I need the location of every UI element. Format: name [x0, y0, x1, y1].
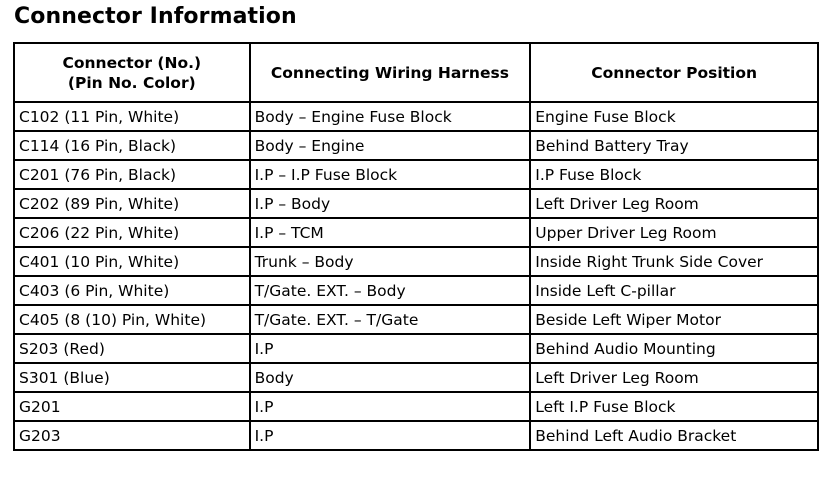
cell-harness: T/Gate. EXT. – Body — [250, 276, 531, 305]
cell-harness: I.P — [250, 421, 531, 450]
cell-connector: S203 (Red) — [14, 334, 250, 363]
cell-connector: C405 (8 (10) Pin, White) — [14, 305, 250, 334]
cell-position: Left I.P Fuse Block — [530, 392, 818, 421]
cell-connector: C201 (76 Pin, Black) — [14, 160, 250, 189]
cell-connector: C102 (11 Pin, White) — [14, 102, 250, 131]
cell-position: Inside Right Trunk Side Cover — [530, 247, 818, 276]
cell-connector: G201 — [14, 392, 250, 421]
table-row — [14, 218, 818, 247]
cell-harness: Body – Engine — [250, 131, 531, 160]
cell-position: Left Driver Leg Room — [530, 189, 818, 218]
cell-connector: S301 (Blue) — [14, 363, 250, 392]
cell-position: Behind Audio Mounting — [530, 334, 818, 363]
cell-position: Behind Left Audio Bracket — [530, 421, 818, 450]
table-row — [14, 131, 818, 160]
cell-harness: I.P – TCM — [250, 218, 531, 247]
cell-harness: I.P – Body — [250, 189, 531, 218]
cell-position: Left Driver Leg Room — [530, 363, 818, 392]
table-row — [14, 247, 818, 276]
table-row — [14, 276, 818, 305]
connector-table — [13, 42, 819, 451]
header-connector-line1: Connector (No.) — [62, 53, 202, 72]
table-row — [14, 160, 818, 189]
page-title: Connector Information — [14, 4, 297, 29]
cell-harness: Body — [250, 363, 531, 392]
cell-connector: C401 (10 Pin, White) — [14, 247, 250, 276]
cell-connector: G203 — [14, 421, 250, 450]
table-header-row — [14, 43, 818, 102]
cell-harness: Trunk – Body — [250, 247, 531, 276]
table-row — [14, 305, 818, 334]
cell-position: Inside Left C-pillar — [530, 276, 818, 305]
cell-position: Engine Fuse Block — [530, 102, 818, 131]
cell-position: Upper Driver Leg Room — [530, 218, 818, 247]
header-connector — [14, 43, 250, 102]
cell-harness: Body – Engine Fuse Block — [250, 102, 531, 131]
table-row — [14, 334, 818, 363]
header-harness: Connecting Wiring Harness — [250, 43, 531, 102]
cell-harness: I.P — [250, 334, 531, 363]
cell-harness: I.P — [250, 392, 531, 421]
header-connector-line2: (Pin No. Color) — [67, 73, 196, 92]
cell-harness: I.P – I.P Fuse Block — [250, 160, 531, 189]
cell-position: I.P Fuse Block — [530, 160, 818, 189]
table-row — [14, 189, 818, 218]
table-row — [14, 421, 818, 450]
header-position: Connector Position — [530, 43, 818, 102]
cell-connector: C202 (89 Pin, White) — [14, 189, 250, 218]
cell-harness: T/Gate. EXT. – T/Gate — [250, 305, 531, 334]
cell-connector: C206 (22 Pin, White) — [14, 218, 250, 247]
table-row — [14, 363, 818, 392]
cell-connector: C114 (16 Pin, Black) — [14, 131, 250, 160]
cell-connector: C403 (6 Pin, White) — [14, 276, 250, 305]
table-body — [14, 102, 818, 450]
cell-position: Beside Left Wiper Motor — [530, 305, 818, 334]
table-row — [14, 102, 818, 131]
cell-position: Behind Battery Tray — [530, 131, 818, 160]
table-row — [14, 392, 818, 421]
